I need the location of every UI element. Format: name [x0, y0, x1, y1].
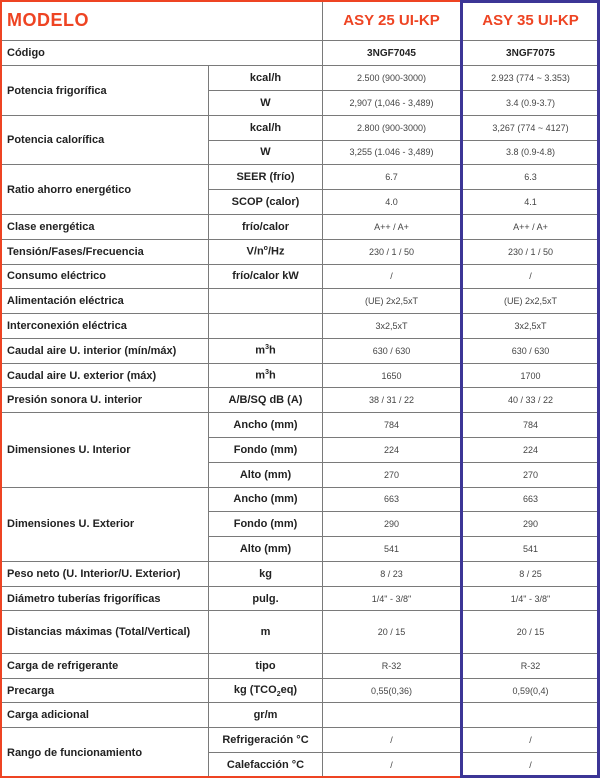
table-row	[1, 653, 600, 678]
table-row	[1, 66, 600, 91]
row-unit: kcal/h	[209, 66, 323, 91]
row-unit: gr/m	[209, 703, 323, 728]
model-label: MODELO	[1, 1, 323, 41]
value-model-1: /	[323, 728, 461, 753]
value-model-2: 541	[461, 537, 600, 562]
row-label: Tensión/Fases/Frecuencia	[1, 239, 209, 264]
unit-part: eq)	[280, 683, 298, 696]
unit-sup: o	[263, 245, 268, 253]
table-row	[1, 487, 600, 512]
value-model-2: 6.3	[461, 165, 600, 190]
row-unit: SCOP (calor)	[209, 190, 323, 215]
row-label: Caudal aire U. interior (mín/máx)	[1, 338, 209, 363]
value-model-2: 0,59(0,4)	[461, 678, 600, 703]
row-unit	[209, 239, 323, 264]
row-unit	[209, 338, 323, 363]
unit-part: m	[255, 369, 266, 382]
row-unit: frío/calor kW	[209, 264, 323, 289]
table-row	[1, 314, 600, 339]
value-model-2	[461, 703, 600, 728]
table-row	[1, 611, 600, 653]
value-model-1: 38 / 31 / 22	[323, 388, 461, 413]
value-model-2: 224	[461, 437, 600, 462]
row-unit: W	[209, 140, 323, 165]
unit-sub: 2	[276, 690, 281, 698]
value-model-1: 3x2,5xT	[323, 314, 461, 339]
row-label: Diámetro tuberías frigoríficas	[1, 586, 209, 611]
value-model-1: 784	[323, 413, 461, 438]
value-model-1: /	[323, 753, 461, 778]
unit-part: V/n	[246, 245, 264, 258]
row-label: Carga de refrigerante	[1, 653, 209, 678]
value-model-1: 0,55(0,36)	[323, 678, 461, 703]
value-model-2: 40 / 33 / 22	[461, 388, 600, 413]
row-label: Presión sonora U. interior	[1, 388, 209, 413]
value-model-1	[323, 703, 461, 728]
value-model-2: 8 / 25	[461, 561, 600, 586]
row-label: Rango de funcionamiento	[1, 728, 209, 778]
value-model-2: (UE) 2x2,5xT	[461, 289, 600, 314]
value-model-2: 3x2,5xT	[461, 314, 600, 339]
row-label: Interconexión eléctrica	[1, 314, 209, 339]
value-model-1: 1650	[323, 363, 461, 388]
row-label: Caudal aire U. exterior (máx)	[1, 363, 209, 388]
row-unit: Refrigeración °C	[209, 728, 323, 753]
value-model-1: 2.800 (900-3000)	[323, 115, 461, 140]
value-model-2: R-32	[461, 653, 600, 678]
value-model-1: 6.7	[323, 165, 461, 190]
value-model-2: 784	[461, 413, 600, 438]
row-unit	[209, 363, 323, 388]
header-row	[1, 1, 600, 41]
value-model-2: 2.923 (774 ~ 3.353)	[461, 66, 600, 91]
value-model-2: 20 / 15	[461, 611, 600, 653]
unit-sup: 3	[265, 344, 269, 352]
table-row	[1, 678, 600, 703]
row-unit: Fondo (mm)	[209, 512, 323, 537]
row-label: Dimensiones U. Interior	[1, 413, 209, 487]
value-model-1: (UE) 2x2,5xT	[323, 289, 461, 314]
row-unit: SEER (frío)	[209, 165, 323, 190]
row-label: Código	[1, 41, 323, 66]
value-model-2: A++ / A+	[461, 214, 600, 239]
row-label: Carga adicional	[1, 703, 209, 728]
unit-part: h	[268, 345, 276, 358]
value-model-1: 290	[323, 512, 461, 537]
table-row	[1, 214, 600, 239]
row-unit: Ancho (mm)	[209, 487, 323, 512]
value-model-1: 2,907 (1,046 - 3,489)	[323, 91, 461, 116]
row-label: Consumo eléctrico	[1, 264, 209, 289]
row-unit: tipo	[209, 653, 323, 678]
row-unit: W	[209, 91, 323, 116]
value-model-1: 4.0	[323, 190, 461, 215]
row-unit: m	[209, 611, 323, 653]
value-model-2: 1/4" - 3/8"	[461, 586, 600, 611]
row-unit: A/B/SQ dB (A)	[209, 388, 323, 413]
value-model-1: 230 / 1 / 50	[323, 239, 461, 264]
row-unit	[209, 289, 323, 314]
value-model-1: 3NGF7045	[323, 41, 461, 66]
value-model-2: 3.8 (0.9-4.8)	[461, 140, 600, 165]
value-model-2: 3.4 (0.9-3.7)	[461, 91, 600, 116]
row-label: Potencia frigorífica	[1, 66, 209, 116]
value-model-1: 224	[323, 437, 461, 462]
row-unit: Fondo (mm)	[209, 437, 323, 462]
value-model-1: A++ / A+	[323, 214, 461, 239]
value-model-1: 630 / 630	[323, 338, 461, 363]
table-row	[1, 239, 600, 264]
value-model-2: 3NGF7075	[461, 41, 600, 66]
table-row	[1, 338, 600, 363]
unit-part: h	[268, 369, 276, 382]
value-model-1: 541	[323, 537, 461, 562]
row-label: Dimensiones U. Exterior	[1, 487, 209, 561]
value-model-2: /	[461, 728, 600, 753]
row-unit: Calefacción °C	[209, 753, 323, 778]
unit-part: kg (TCO	[233, 683, 277, 696]
table-row	[1, 586, 600, 611]
table-row	[1, 289, 600, 314]
value-model-1: 20 / 15	[323, 611, 461, 653]
value-model-2: 290	[461, 512, 600, 537]
row-unit	[209, 678, 323, 703]
table-row	[1, 41, 600, 66]
value-model-2: 230 / 1 / 50	[461, 239, 600, 264]
table-row	[1, 264, 600, 289]
table-row	[1, 413, 600, 438]
value-model-1: 270	[323, 462, 461, 487]
row-unit: kg	[209, 561, 323, 586]
value-model-1: /	[323, 264, 461, 289]
value-model-1: 2.500 (900-3000)	[323, 66, 461, 91]
row-unit	[209, 314, 323, 339]
value-model-2: 270	[461, 462, 600, 487]
value-model-1: 8 / 23	[323, 561, 461, 586]
row-unit: pulg.	[209, 586, 323, 611]
row-unit: kcal/h	[209, 115, 323, 140]
model-1-name: ASY 25 UI-KP	[323, 1, 461, 41]
table-row	[1, 388, 600, 413]
table-row	[1, 703, 600, 728]
row-label: Clase energética	[1, 214, 209, 239]
value-model-2: 630 / 630	[461, 338, 600, 363]
value-model-1: R-32	[323, 653, 461, 678]
row-label: Distancias máximas (Total/Vertical)	[1, 611, 209, 653]
value-model-2: /	[461, 753, 600, 778]
unit-part: m	[255, 345, 266, 358]
value-model-1: 1/4" - 3/8"	[323, 586, 461, 611]
value-model-2: 3,267 (774 ~ 4127)	[461, 115, 600, 140]
row-label: Alimentación eléctrica	[1, 289, 209, 314]
table-row	[1, 165, 600, 190]
row-unit: frío/calor	[209, 214, 323, 239]
row-label: Precarga	[1, 678, 209, 703]
row-unit: Alto (mm)	[209, 537, 323, 562]
value-model-1: 663	[323, 487, 461, 512]
value-model-2: 1700	[461, 363, 600, 388]
table-row	[1, 363, 600, 388]
value-model-2: 4.1	[461, 190, 600, 215]
unit-sup: 3	[265, 369, 269, 377]
table-row	[1, 115, 600, 140]
row-label: Ratio ahorro energético	[1, 165, 209, 215]
value-model-2: /	[461, 264, 600, 289]
row-label: Potencia calorífica	[1, 115, 209, 165]
table-row	[1, 561, 600, 586]
row-unit: Ancho (mm)	[209, 413, 323, 438]
row-label: Peso neto (U. Interior/U. Exterior)	[1, 561, 209, 586]
table-row	[1, 728, 600, 753]
value-model-2: 663	[461, 487, 600, 512]
value-model-1: 3,255 (1.046 - 3,489)	[323, 140, 461, 165]
row-unit: Alto (mm)	[209, 462, 323, 487]
model-2-name: ASY 35 UI-KP	[461, 1, 600, 41]
unit-part: /Hz	[267, 245, 285, 258]
